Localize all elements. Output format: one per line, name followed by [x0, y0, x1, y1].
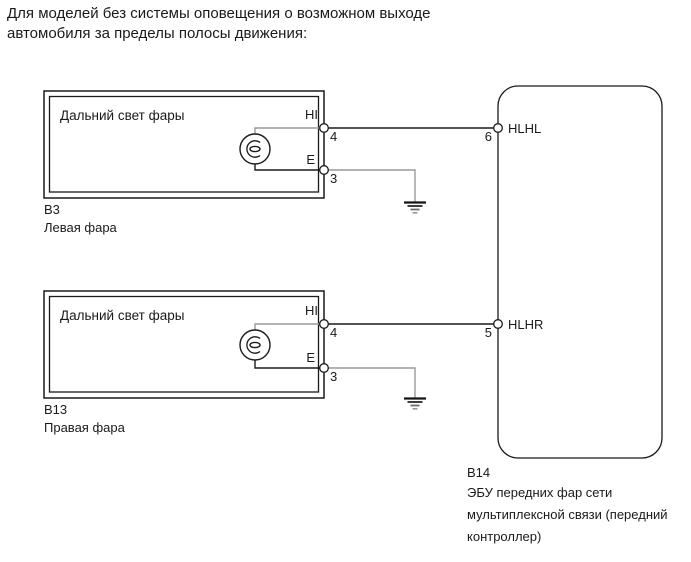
ecu-terminal-6-circle: [494, 124, 503, 133]
ecu-name-line-2: мультиплексной связи (передний: [467, 507, 668, 522]
ecu-terminal-5-circle: [494, 320, 503, 329]
ecu-name-line-3: контроллер): [467, 529, 542, 544]
right-terminal-4-number: 4: [330, 325, 338, 340]
ground-icon: [404, 203, 426, 213]
bulb-icon: [240, 134, 270, 164]
left-pin-e-label: E: [306, 152, 315, 167]
right-pin-hi-label: HI: [305, 303, 318, 318]
left-headlamp-unit: [44, 91, 324, 198]
ecu-name-line-1: ЭБУ передних фар сети: [467, 485, 613, 500]
ecu-pin-hlhl-label: HLHL: [508, 121, 542, 136]
header-line-2: автомобиля за пределы полосы движения:: [7, 25, 308, 42]
wire-left-e-to-ground: [324, 170, 415, 202]
right-headlamp-name: Правая фара: [44, 420, 125, 435]
right-headlamp-component-label: Дальний свет фары: [60, 308, 185, 323]
right-pin-e-label: E: [306, 350, 315, 365]
right-headlamp-code: B13: [44, 402, 68, 417]
bulb-icon: [240, 330, 270, 360]
left-terminal-4-circle: [320, 124, 329, 133]
right-terminal-4-circle: [320, 320, 329, 329]
left-headlamp-code: B3: [44, 202, 60, 217]
left-terminal-4-number: 4: [330, 129, 338, 144]
bulb-filament-ellipse: [250, 146, 260, 151]
left-headlamp-name: Левая фара: [44, 220, 117, 235]
right-headlamp-unit: [44, 291, 324, 398]
bulb-filament-ellipse: [250, 342, 260, 347]
ground-icon: [404, 399, 426, 409]
ecu-terminal-5-number: 5: [484, 325, 492, 340]
header-note: [7, 5, 431, 42]
ecu-code: B14: [467, 465, 491, 480]
left-terminal-3-number: 3: [330, 171, 338, 186]
left-pin-hi-label: HI: [305, 107, 318, 122]
right-terminal-3-circle: [320, 364, 329, 373]
ecu-box: [498, 86, 662, 458]
left-headlamp-component-label: Дальний свет фары: [60, 108, 185, 123]
header-line-1: Для моделей без системы оповещения о возможном выходе: [7, 5, 431, 22]
right-terminal-3-number: 3: [330, 369, 338, 384]
wire-right-e-to-ground: [324, 368, 415, 398]
left-terminal-3-circle: [320, 166, 329, 175]
ecu-pin-hlhr-label: HLHR: [508, 317, 544, 332]
ecu-terminal-6-number: 6: [484, 129, 492, 144]
ecu-unit: [467, 86, 668, 544]
